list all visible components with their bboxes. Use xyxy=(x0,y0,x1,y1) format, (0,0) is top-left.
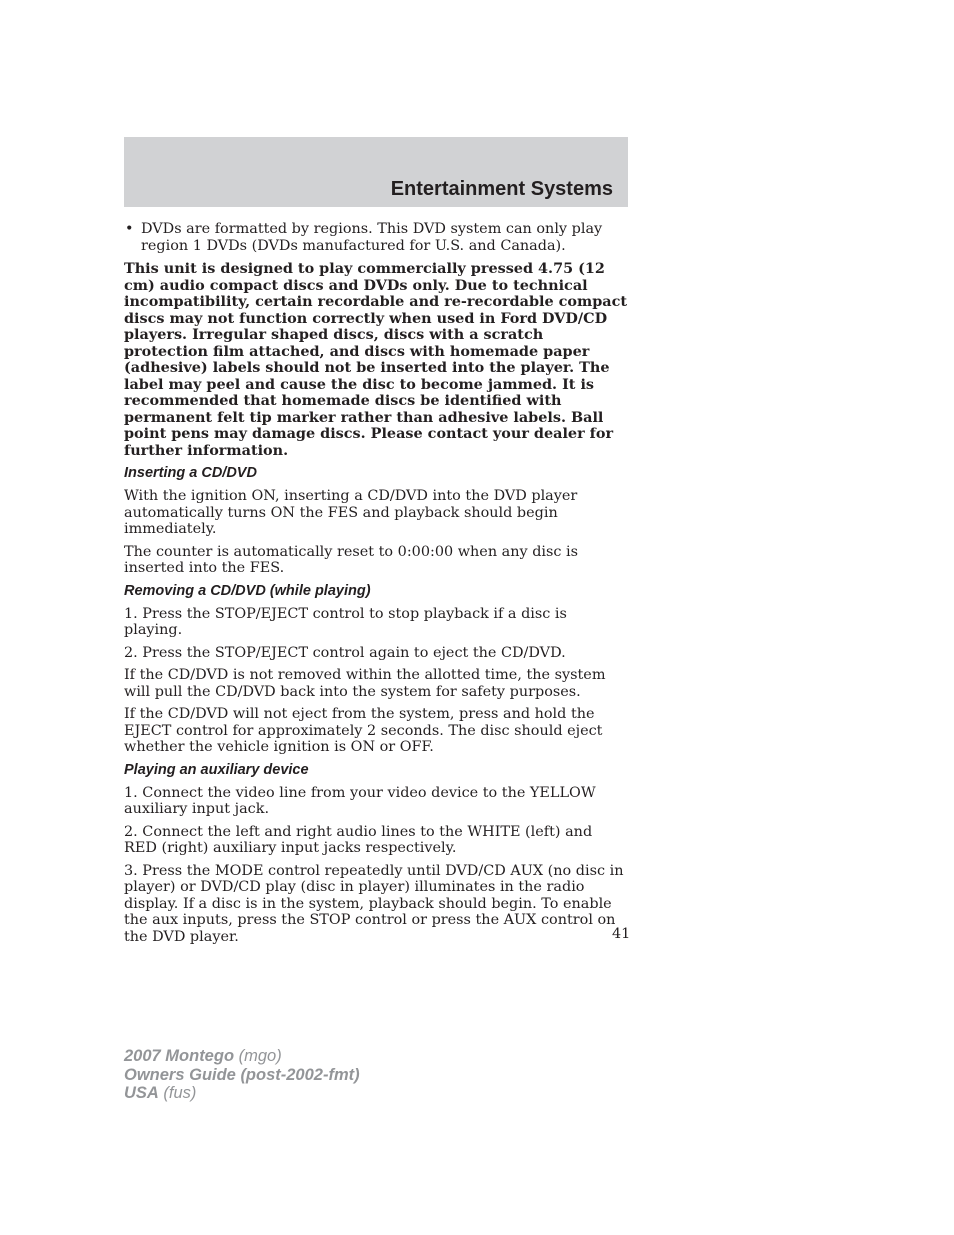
footer-model-code: (mgo) xyxy=(234,1047,282,1065)
auxiliary-step-3: 3. Press the MODE control repeatedly until DVD/CD AUX (no disc in player) or DVD/CD play (disc in player) illuminates in the radio display. If a disc is in the system, playback should begin. To enable the aux inputs, press the STOP control or press the AUX control on the DVD player. xyxy=(124,862,624,945)
footer-line-guide xyxy=(124,1066,360,1085)
heading-removing: Removing a CD/DVD (while playing) xyxy=(124,582,371,599)
disc-compatibility-notice: This unit is designed to play commercially pressed 4.75 (12 cm) audio compact discs and DVDs only. Due to technical incompatibility, certain recordable and re-recordable compact discs may not function correctly when used in Ford DVD/CD players. Irregular shaped discs, discs with a scratch protection film attached, and discs with homemade paper (adhesive) labels should not be inserted into the player. The label may peel and cause the disc to become jammed. It is recommended that homemade discs be identified with permanent felt tip marker rather than adhesive labels. Ball point pens may damage discs. Please contact your dealer for further information. xyxy=(124,260,628,459)
auxiliary-step-2: 2. Connect the left and right audio lines to the WHITE (left) and RED (right) auxiliary input jacks respectively. xyxy=(124,823,593,856)
section-header-band xyxy=(124,137,628,207)
bullet-mark: • xyxy=(125,221,134,237)
inserting-paragraph-1: With the ignition ON, inserting a CD/DVD into the DVD player automatically turns ON the FES and playback should begin immediately. xyxy=(124,488,578,537)
footer-model: 2007 Montego xyxy=(124,1047,235,1065)
page-content xyxy=(124,221,631,951)
footer-line-region xyxy=(124,1084,360,1103)
removing-paragraph-2: If the CD/DVD will not eject from the system, press and hold the EJECT control for approximately 2 seconds. The disc should eject whether the vehicle ignition is ON or OFF. xyxy=(124,706,603,755)
bullet-item xyxy=(124,221,628,254)
auxiliary-step-1: 1. Connect the video line from your video device to the YELLOW auxiliary input jack. xyxy=(124,784,596,817)
document-footer xyxy=(124,1047,360,1103)
heading-auxiliary: Playing an auxiliary device xyxy=(124,761,309,778)
bullet-text: DVDs are formatted by regions. This DVD system can only play region 1 DVDs (DVDs manufactured for U.S. and Canada). xyxy=(141,221,603,254)
removing-step-1: 1. Press the STOP/EJECT control to stop playback if a disc is playing. xyxy=(124,605,567,638)
footer-guide: Owners Guide (post-2002-fmt) xyxy=(124,1065,360,1084)
footer-line-model xyxy=(124,1047,360,1066)
footer-region-code: (fus) xyxy=(158,1084,197,1102)
removing-paragraph-1: If the CD/DVD is not removed within the allotted time, the system will pull the CD/DVD back into the system for safety purposes. xyxy=(124,667,606,700)
section-title: Entertainment Systems xyxy=(390,178,613,200)
footer-region: USA xyxy=(124,1084,159,1102)
inserting-paragraph-2: The counter is automatically reset to 0:00:00 when any disc is inserted into the FES. xyxy=(124,543,579,576)
heading-inserting: Inserting a CD/DVD xyxy=(124,465,257,481)
page-number: 41 xyxy=(612,926,631,942)
removing-step-2: 2. Press the STOP/EJECT control again to eject the CD/DVD. xyxy=(124,644,566,661)
